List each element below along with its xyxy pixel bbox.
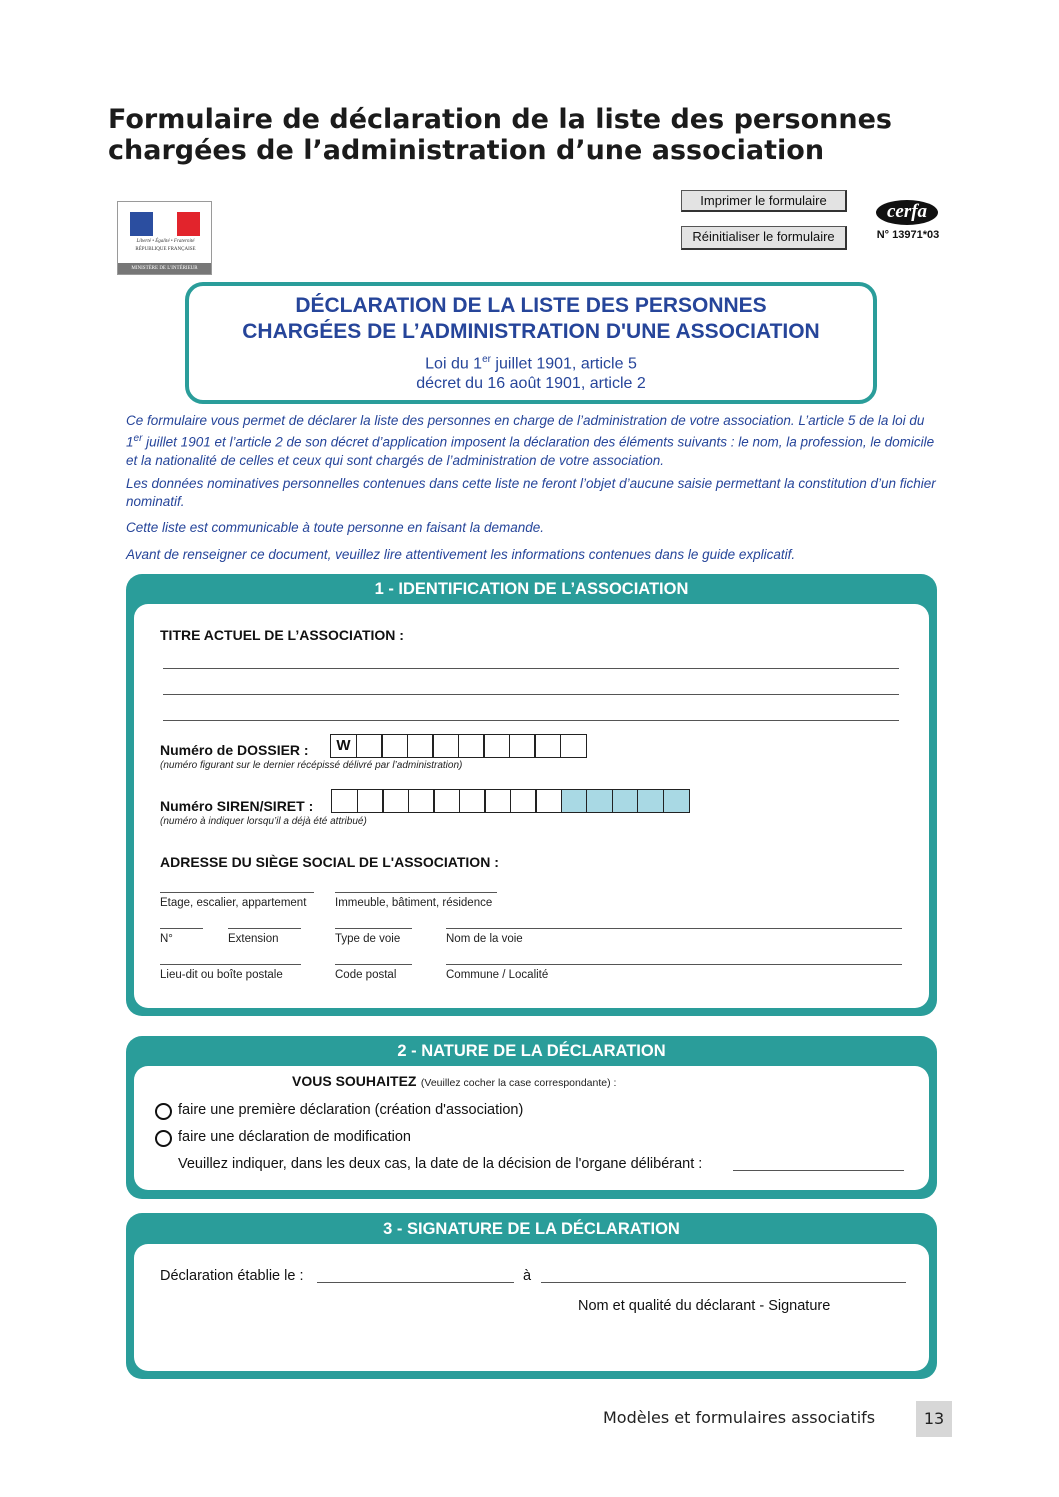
form-title	[190, 293, 872, 345]
logo-motto: Liberté • Égalité • Fraternité	[136, 239, 195, 244]
commune-label: Commune / Localité	[446, 969, 549, 981]
declaration-etablie-label: Déclaration établie le :	[160, 1268, 304, 1284]
page-title	[108, 104, 988, 166]
section-signature	[126, 1213, 937, 1379]
cerfa-logo: cerfa	[876, 200, 938, 225]
dossier-cell[interactable]	[381, 734, 408, 758]
titre-label: TITRE ACTUEL DE L’ASSOCIATION :	[160, 627, 404, 643]
logo-republic: RÉPUBLIQUE FRANÇAISE	[135, 247, 196, 252]
print-form-button[interactable]: Imprimer le formulaire	[681, 190, 847, 212]
lieu-dit-label: Lieu-dit ou boîte postale	[160, 969, 283, 981]
dossier-cell[interactable]	[356, 734, 383, 758]
numero-label: N°	[160, 933, 173, 945]
law-reference: Loi du 1er juillet 1901, article 5	[425, 354, 637, 373]
republique-francaise-logo	[117, 201, 212, 275]
immeuble-line[interactable]	[335, 892, 497, 893]
dossier-cell[interactable]	[407, 734, 434, 758]
extension-line[interactable]	[228, 928, 301, 929]
intro-paragraph-4: Avant de renseigner ce document, veuillez lire attentivement les informations contenues dans le guide explicatif.	[126, 547, 796, 562]
dossier-cell[interactable]	[458, 734, 485, 758]
french-flag-icon	[130, 212, 200, 236]
reset-form-button[interactable]: Réinitialiser le formulaire	[681, 226, 847, 250]
intro-paragraph-1: Ce formulaire vous permet de déclarer la liste des personnes en charge de l’administration de votre association. L’article 5 de la loi du 1er juillet 1901 et l’article 2 de son décret d’application imposent la déclaration des éléments suivants : le nom, la profession, le domicile et la nationalité de celles et ceux qui sont chargés de l’administration de votre association.	[126, 413, 935, 468]
cerfa-number: N° 13971*03	[876, 229, 940, 241]
nom-voie-line[interactable]	[446, 928, 902, 929]
etage-label: Etage, escalier, appartement	[160, 897, 307, 909]
siren-cell[interactable]	[357, 789, 384, 813]
titre-line-2[interactable]	[163, 694, 899, 695]
siren-cell[interactable]	[331, 789, 358, 813]
premiere-declaration-label: faire une première déclaration (création d'association)	[178, 1102, 524, 1118]
siren-cell[interactable]	[382, 789, 409, 813]
lieu-dit-line[interactable]	[160, 964, 301, 965]
titre-line-1[interactable]	[163, 668, 899, 669]
dossier-note: (numéro figurant sur le dernier récépissé délivré par l’administration)	[160, 760, 463, 771]
dossier-cell[interactable]	[483, 734, 510, 758]
form-legal-reference	[190, 350, 872, 394]
siren-cell[interactable]	[484, 789, 511, 813]
modification-radio[interactable]	[155, 1130, 172, 1147]
address-label: ADRESSE DU SIÈGE SOCIAL DE L'ASSOCIATION :	[160, 854, 499, 870]
page-number: 13	[916, 1401, 952, 1437]
siren-cell[interactable]	[510, 789, 537, 813]
siret-cell[interactable]	[586, 789, 613, 813]
siren-number-input[interactable]	[331, 789, 688, 813]
dossier-cell-prefix: W	[330, 734, 357, 758]
type-voie-label: Type de voie	[335, 933, 401, 945]
section-identification-title: 1 - IDENTIFICATION DE L’ASSOCIATION	[374, 580, 689, 598]
modification-label: faire une déclaration de modification	[178, 1129, 411, 1145]
siren-label: Numéro SIREN/SIRET :	[160, 798, 314, 814]
intro-paragraph-2: Les données nominatives personnelles contenues dans cette liste ne feront l’objet d’aucune saisie permettant la constitution d’un fichier nominatif.	[126, 476, 936, 509]
code-postal-line[interactable]	[335, 964, 412, 965]
siren-cell[interactable]	[459, 789, 486, 813]
intro-paragraph-3: Cette liste est communicable à toute personne en faisant la demande.	[126, 520, 544, 535]
page-title-line2: chargées de l’administration d’une association	[108, 135, 825, 166]
siren-cell[interactable]	[535, 789, 562, 813]
dossier-cell[interactable]	[534, 734, 561, 758]
logo-ministry: MINISTÈRE DE L'INTÉRIEUR	[118, 263, 211, 274]
siret-cell[interactable]	[637, 789, 664, 813]
vous-souhaitez: VOUS SOUHAITEZ (Veuillez cocher la case correspondante) :	[292, 1073, 617, 1089]
form-title-line1: DÉCLARATION DE LA LISTE DES PERSONNES	[295, 294, 767, 317]
declaration-lieu-label: à	[523, 1268, 532, 1284]
nom-voie-label: Nom de la voie	[446, 933, 523, 945]
premiere-declaration-radio[interactable]	[155, 1103, 172, 1120]
section-nature-title: 2 - NATURE DE LA DÉCLARATION	[397, 1042, 666, 1060]
decree-reference: décret du 16 août 1901, article 2	[416, 375, 646, 393]
section-signature-title: 3 - SIGNATURE DE LA DÉCLARATION	[383, 1220, 680, 1238]
dossier-cell[interactable]	[560, 734, 587, 758]
siret-cell[interactable]	[612, 789, 639, 813]
titre-line-3[interactable]	[163, 720, 899, 721]
code-postal-label: Code postal	[335, 969, 397, 981]
footer-text: Modèles et formulaires associatifs	[603, 1408, 876, 1427]
declaration-lieu-line[interactable]	[541, 1282, 906, 1283]
siren-cell[interactable]	[408, 789, 435, 813]
siren-cell[interactable]	[433, 789, 460, 813]
siren-note: (numéro à indiquer lorsqu’il a déjà été attribué)	[160, 816, 367, 827]
numero-line[interactable]	[160, 928, 203, 929]
signature-label: Nom et qualité du déclarant - Signature	[578, 1298, 831, 1314]
immeuble-label: Immeuble, bâtiment, résidence	[335, 897, 493, 909]
form-title-line2: CHARGÉES DE L’ADMINISTRATION D'UNE ASSOCIATION	[242, 320, 820, 343]
dossier-cell[interactable]	[432, 734, 459, 758]
page-title-line1: Formulaire de déclaration de la liste des personnes	[108, 104, 892, 135]
etage-line[interactable]	[160, 892, 314, 893]
date-decision-line[interactable]	[733, 1170, 904, 1171]
declaration-date-line[interactable]	[317, 1282, 514, 1283]
dossier-label: Numéro de DOSSIER :	[160, 742, 309, 758]
extension-label: Extension	[228, 933, 279, 945]
type-voie-line[interactable]	[335, 928, 412, 929]
date-decision-label: Veuillez indiquer, dans les deux cas, la date de la décision de l'organe délibérant :	[178, 1156, 703, 1172]
dossier-number-input[interactable]	[330, 734, 585, 758]
siret-cell[interactable]	[561, 789, 588, 813]
siret-cell[interactable]	[663, 789, 690, 813]
dossier-cell[interactable]	[509, 734, 536, 758]
commune-line[interactable]	[446, 964, 902, 965]
